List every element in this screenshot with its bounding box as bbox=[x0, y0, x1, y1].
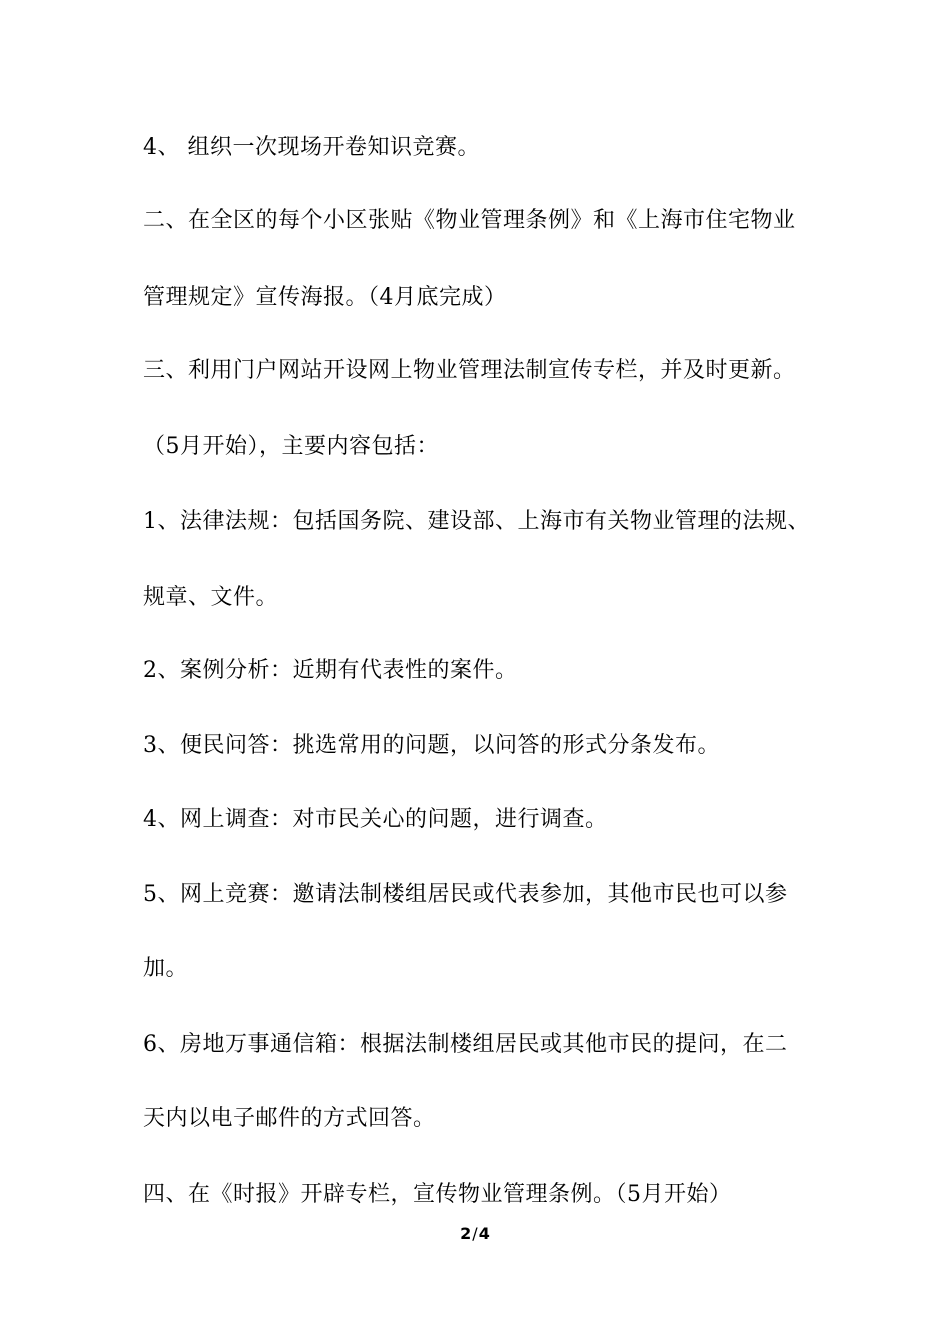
total-page-count: 4 bbox=[478, 1224, 490, 1243]
text-line: 6、房地万事通信箱：根据法制楼组居民或其他市民的提问，在二 bbox=[143, 1032, 788, 1057]
text-line: 二、在全区的每个小区张贴《物业管理条例》和《上海市住宅物业 bbox=[143, 208, 796, 233]
text-line: 4、 组织一次现场开卷知识竞赛。 bbox=[143, 135, 480, 160]
text-line: 2、案例分析：近期有代表性的案件。 bbox=[143, 658, 518, 683]
text-line: 1、法律法规：包括国务院、建设部、上海市有关物业管理的法规、 bbox=[143, 509, 810, 534]
text-line: 三、利用门户网站开设网上物业管理法制宣传专栏，并及时更新。 bbox=[143, 358, 796, 383]
text-line: 4、网上调查：对市民关心的问题，进行调查。 bbox=[143, 807, 608, 832]
text-line: 四、在《时报》开辟专栏，宣传物业管理条例。（5月开始） bbox=[143, 1182, 732, 1207]
text-line: （5月开始），主要内容包括： bbox=[143, 434, 439, 459]
text-line: 5、网上竞赛：邀请法制楼组居民或代表参加，其他市民也可以参 bbox=[143, 882, 788, 907]
page-number bbox=[0, 1224, 950, 1243]
text-line: 天内以电子邮件的方式回答。 bbox=[143, 1106, 436, 1131]
text-line: 规章、文件。 bbox=[143, 585, 279, 610]
current-page-number: 2 bbox=[460, 1224, 472, 1243]
text-line: 3、便民问答：挑选常用的问题，以问答的形式分条发布。 bbox=[143, 733, 720, 758]
text-line: 加。 bbox=[143, 956, 189, 981]
text-line: 管理规定》宣传海报。（4月底完成） bbox=[143, 285, 507, 310]
page-separator: / bbox=[472, 1224, 478, 1243]
